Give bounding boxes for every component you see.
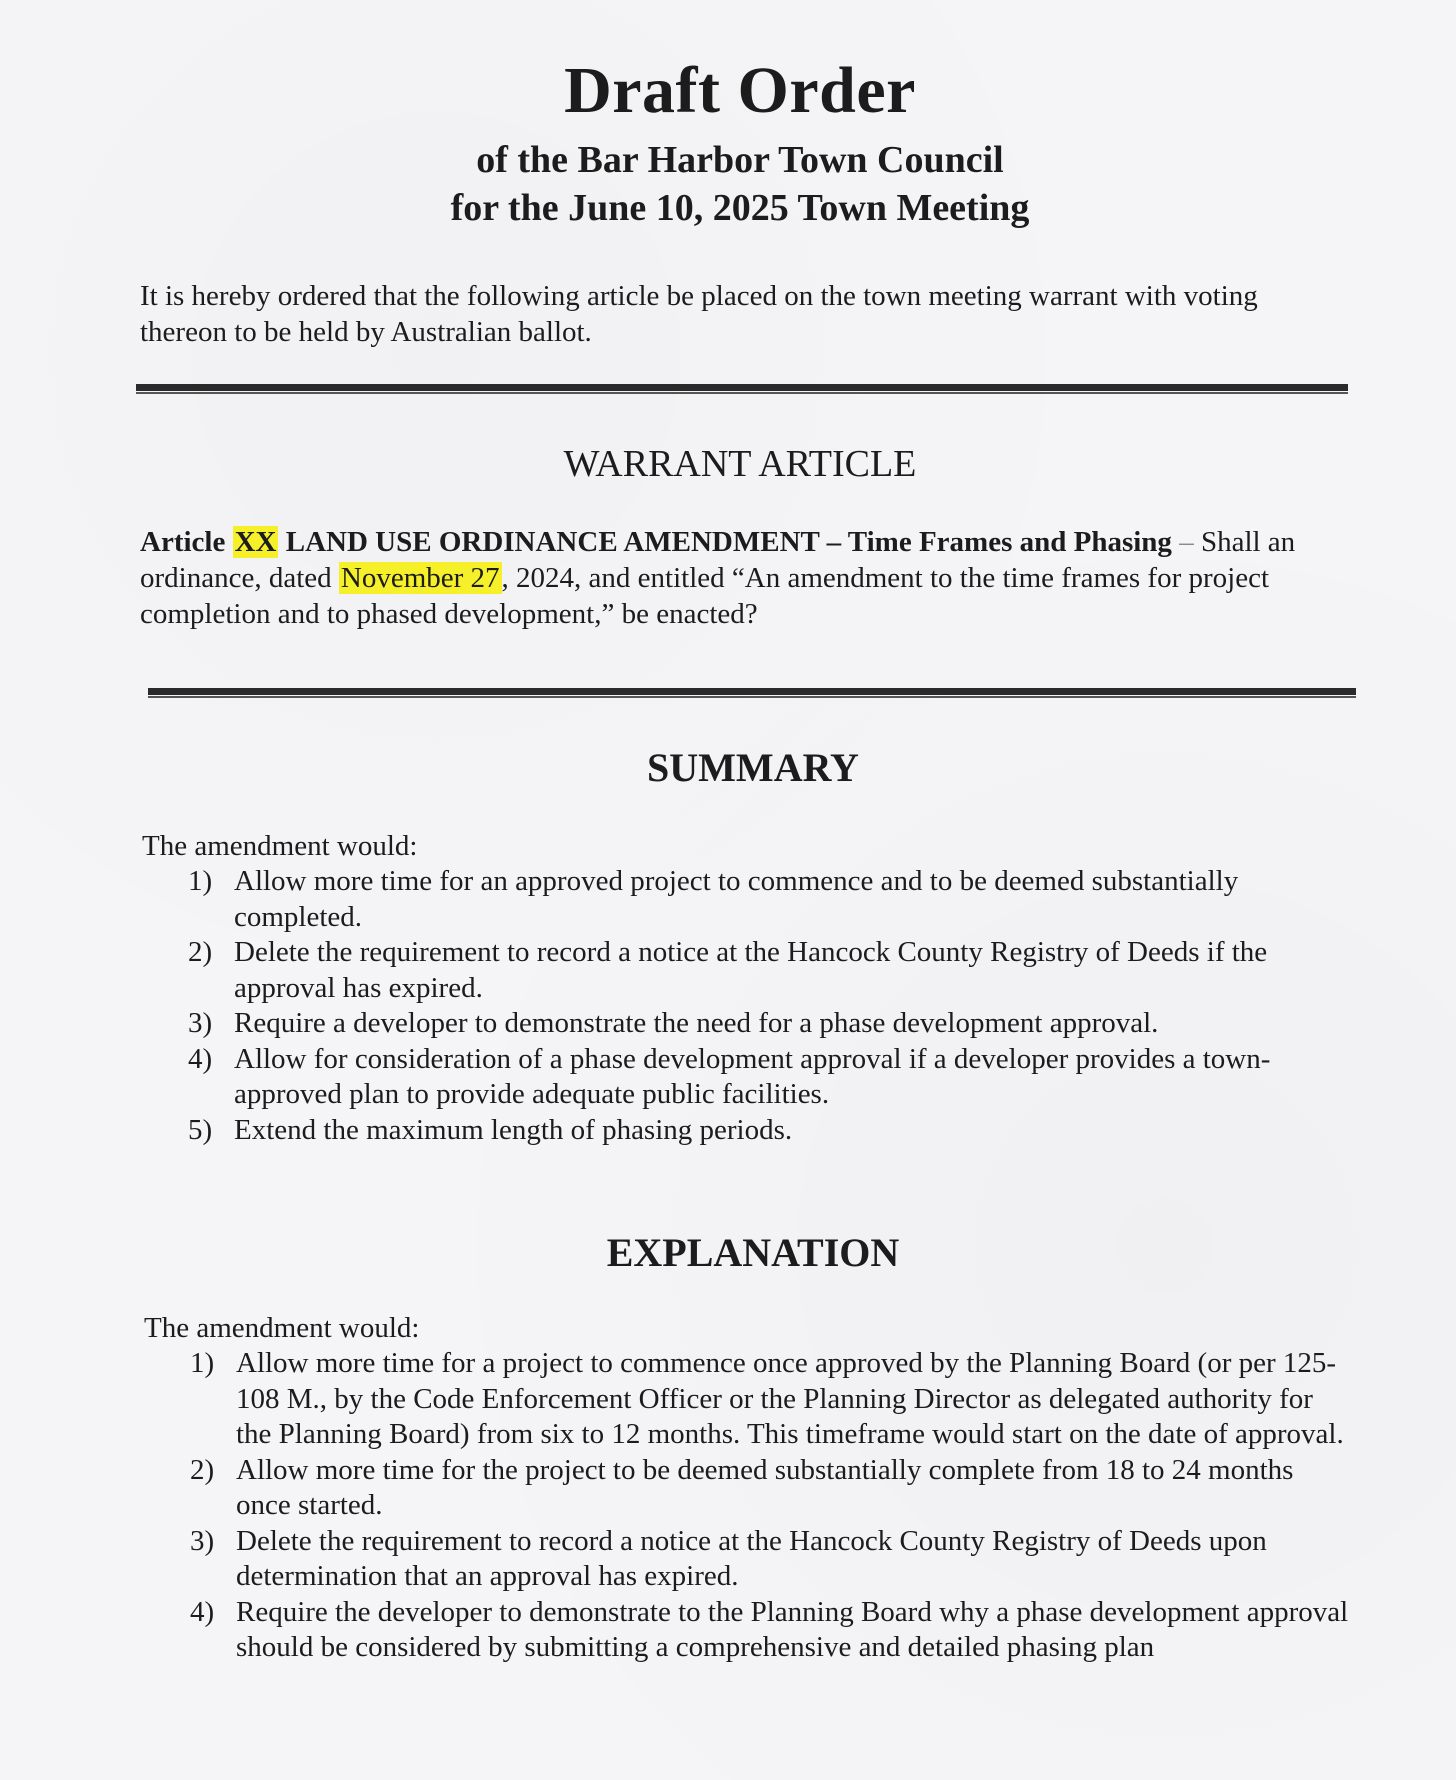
list-item-text: Allow more time for the project to be deemed substantially complete from 18 to 24 months once started. — [236, 1453, 1294, 1521]
divider-rule-middle — [148, 688, 1356, 695]
list-item — [188, 1042, 1338, 1113]
document-subtitle-council: of the Bar Harbor Town Council — [476, 139, 1004, 181]
list-item — [190, 1524, 1350, 1595]
list-item-text: Require a developer to demonstrate the need for a phase development approval. — [234, 1007, 1159, 1039]
list-item-text: Delete the requirement to record a notice at the Hancock County Registry of Deeds upon determination that an approval has expired. — [236, 1524, 1267, 1592]
article-title: LAND USE ORDINANCE AMENDMENT – Time Frames and Phasing — [278, 526, 1172, 558]
list-item — [190, 1346, 1350, 1453]
list-item-text: Require the developer to demonstrate to the Planning Board why a phase development approval should be considered by submitting a comprehensive and detailed phasing plan — [236, 1595, 1349, 1663]
article-number-highlight: XX — [234, 526, 277, 558]
list-item-number: 4) — [188, 1042, 213, 1075]
explanation-list — [190, 1346, 1350, 1666]
list-item-text: Allow more time for a project to commence once approved by the Planning Board (or per 125-108 M., by the Code Enforcement Officer or the Planning Director as delegated authority for the Planning Board) from six to 12 months. This timeframe would start on the date of approval. — [236, 1347, 1344, 1450]
document-subtitle-meeting: for the June 10, 2025 Town Meeting — [450, 187, 1030, 229]
summary-heading: SUMMARY — [647, 745, 859, 790]
list-item-number: 3) — [188, 1007, 213, 1039]
list-item — [188, 935, 1338, 1006]
intro-paragraph: It is hereby ordered that the following article be placed on the town meeting warrant with voting thereon to be held by Australian ballot. — [140, 280, 1258, 348]
list-item-number: 2) — [190, 1453, 215, 1486]
list-item — [188, 1006, 1338, 1042]
list-item — [188, 1113, 1338, 1149]
list-item-number: 3) — [190, 1524, 215, 1557]
list-item-number: 5) — [188, 1113, 213, 1146]
list-item-number: 1) — [190, 1347, 215, 1379]
summary-list — [188, 864, 1338, 1148]
warrant-article-text — [140, 524, 1340, 632]
list-item-text: Allow for consideration of a phase development approval if a developer provides a town-approved plan to provide adequate public facilities. — [234, 1042, 1271, 1110]
document-title: Draft Order — [564, 54, 916, 127]
list-item-number: 4) — [190, 1595, 215, 1628]
list-item-text: Extend the maximum length of phasing periods. — [234, 1113, 793, 1146]
article-text-after-date: , 2024, and entitled “An amendment to the time frames for project completion and to phased development,” be enacted? — [140, 562, 1269, 630]
list-item-text: Delete the requirement to record a notice at the Hancock County Registry of Deeds if the approval has expired. — [234, 936, 1268, 1004]
explanation-heading: EXPLANATION — [606, 1230, 900, 1275]
list-item — [190, 1595, 1350, 1666]
article-dash: – — [1171, 526, 1201, 558]
summary-lead: The amendment would: — [142, 830, 418, 862]
warrant-article-heading: WARRANT ARTICLE — [563, 443, 917, 485]
article-text-before-date: Shall an ordinance, dated — [140, 526, 1296, 594]
list-item — [188, 864, 1338, 935]
list-item — [190, 1453, 1350, 1524]
article-prefix: Article — [140, 526, 233, 558]
article-date-highlight: November 27 — [340, 562, 500, 594]
list-item-number: 1) — [188, 865, 213, 897]
list-item-number: 2) — [188, 936, 213, 968]
divider-rule-top — [136, 384, 1348, 391]
list-item-text: Allow more time for an approved project to commence and to be deemed substantially completed. — [234, 865, 1239, 933]
explanation-lead: The amendment would: — [144, 1312, 420, 1344]
